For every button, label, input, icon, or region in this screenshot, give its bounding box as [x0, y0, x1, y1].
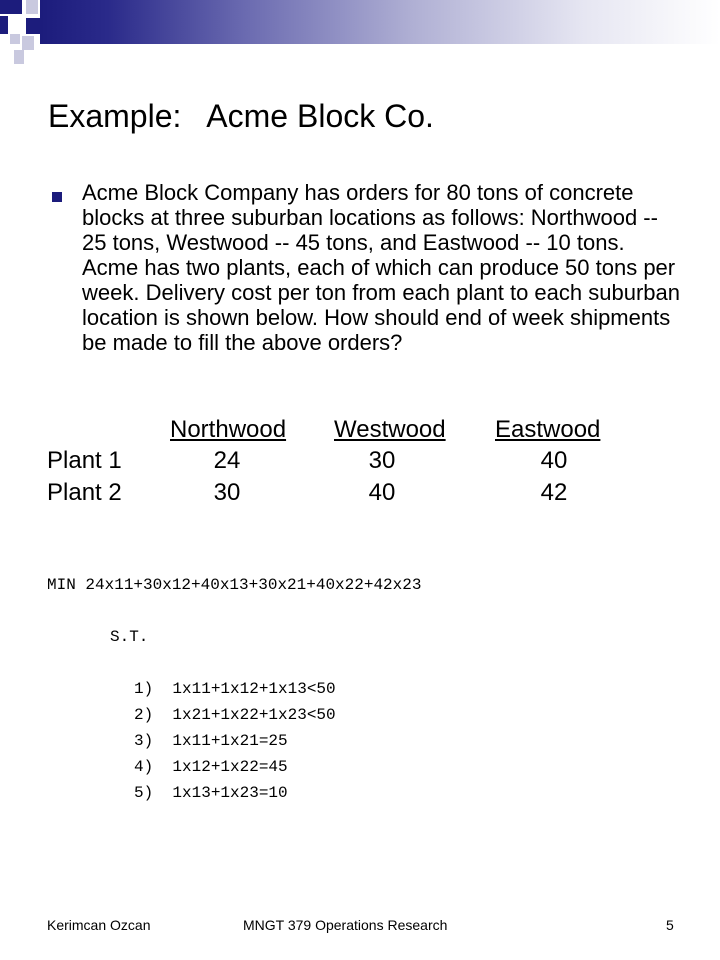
header-decoration-square [26, 0, 38, 14]
row-label-plant-1: Plant 1 [47, 447, 122, 474]
footer-course: MNGT 379 Operations Research [243, 917, 448, 933]
table-cell: 40 [540, 447, 568, 474]
row-label-plant-2: Plant 2 [47, 479, 122, 506]
problem-description: Acme Block Company has orders for 80 tons of concrete blocks at three suburban locations as follows: Northwood -- 25 tons, Westwood -- 45 tons, and Eastwood -- 10 tons. Acme has two plants, each of which can produce 50 tons per week. Delivery cost per ton from each plant to each suburban location is shown below. How should end of week shipments be made to fill the above orders? [82, 180, 680, 355]
footer-page-number: 5 [666, 917, 674, 933]
header-decoration-square [22, 36, 34, 50]
table-cell: 42 [540, 479, 568, 506]
lp-objective: MIN 24x11+30x12+40x13+30x21+40x22+42x23 [47, 576, 422, 594]
lp-constraint: 1) 1x11+1x12+1x13<50 [134, 680, 336, 698]
header-decoration-square [14, 50, 24, 64]
column-header-northwood: Northwood [170, 416, 287, 443]
table-cell: 30 [368, 447, 396, 474]
header-decoration-square [0, 16, 8, 34]
bullet-square-icon [52, 192, 62, 202]
header-decoration-square [0, 0, 22, 14]
lp-subject-to: S.T. [110, 628, 149, 646]
table-cell: 30 [213, 479, 241, 506]
lp-constraint: 5) 1x13+1x23=10 [134, 784, 288, 802]
table-cell: 24 [213, 447, 241, 474]
table-cell: 40 [368, 479, 396, 506]
column-header-eastwood: Eastwood [495, 416, 601, 443]
header-decoration-square [10, 34, 20, 44]
lp-constraint: 3) 1x11+1x21=25 [134, 732, 288, 750]
lp-constraint: 4) 1x12+1x22=45 [134, 758, 288, 776]
header-decoration-square [26, 18, 40, 34]
slide-title: Example: Acme Block Co. [48, 98, 434, 134]
header-gradient-bar [40, 0, 720, 44]
footer-author: Kerimcan Ozcan [47, 917, 151, 933]
column-header-westwood: Westwood [334, 416, 446, 443]
lp-constraint: 2) 1x21+1x22+1x23<50 [134, 706, 336, 724]
